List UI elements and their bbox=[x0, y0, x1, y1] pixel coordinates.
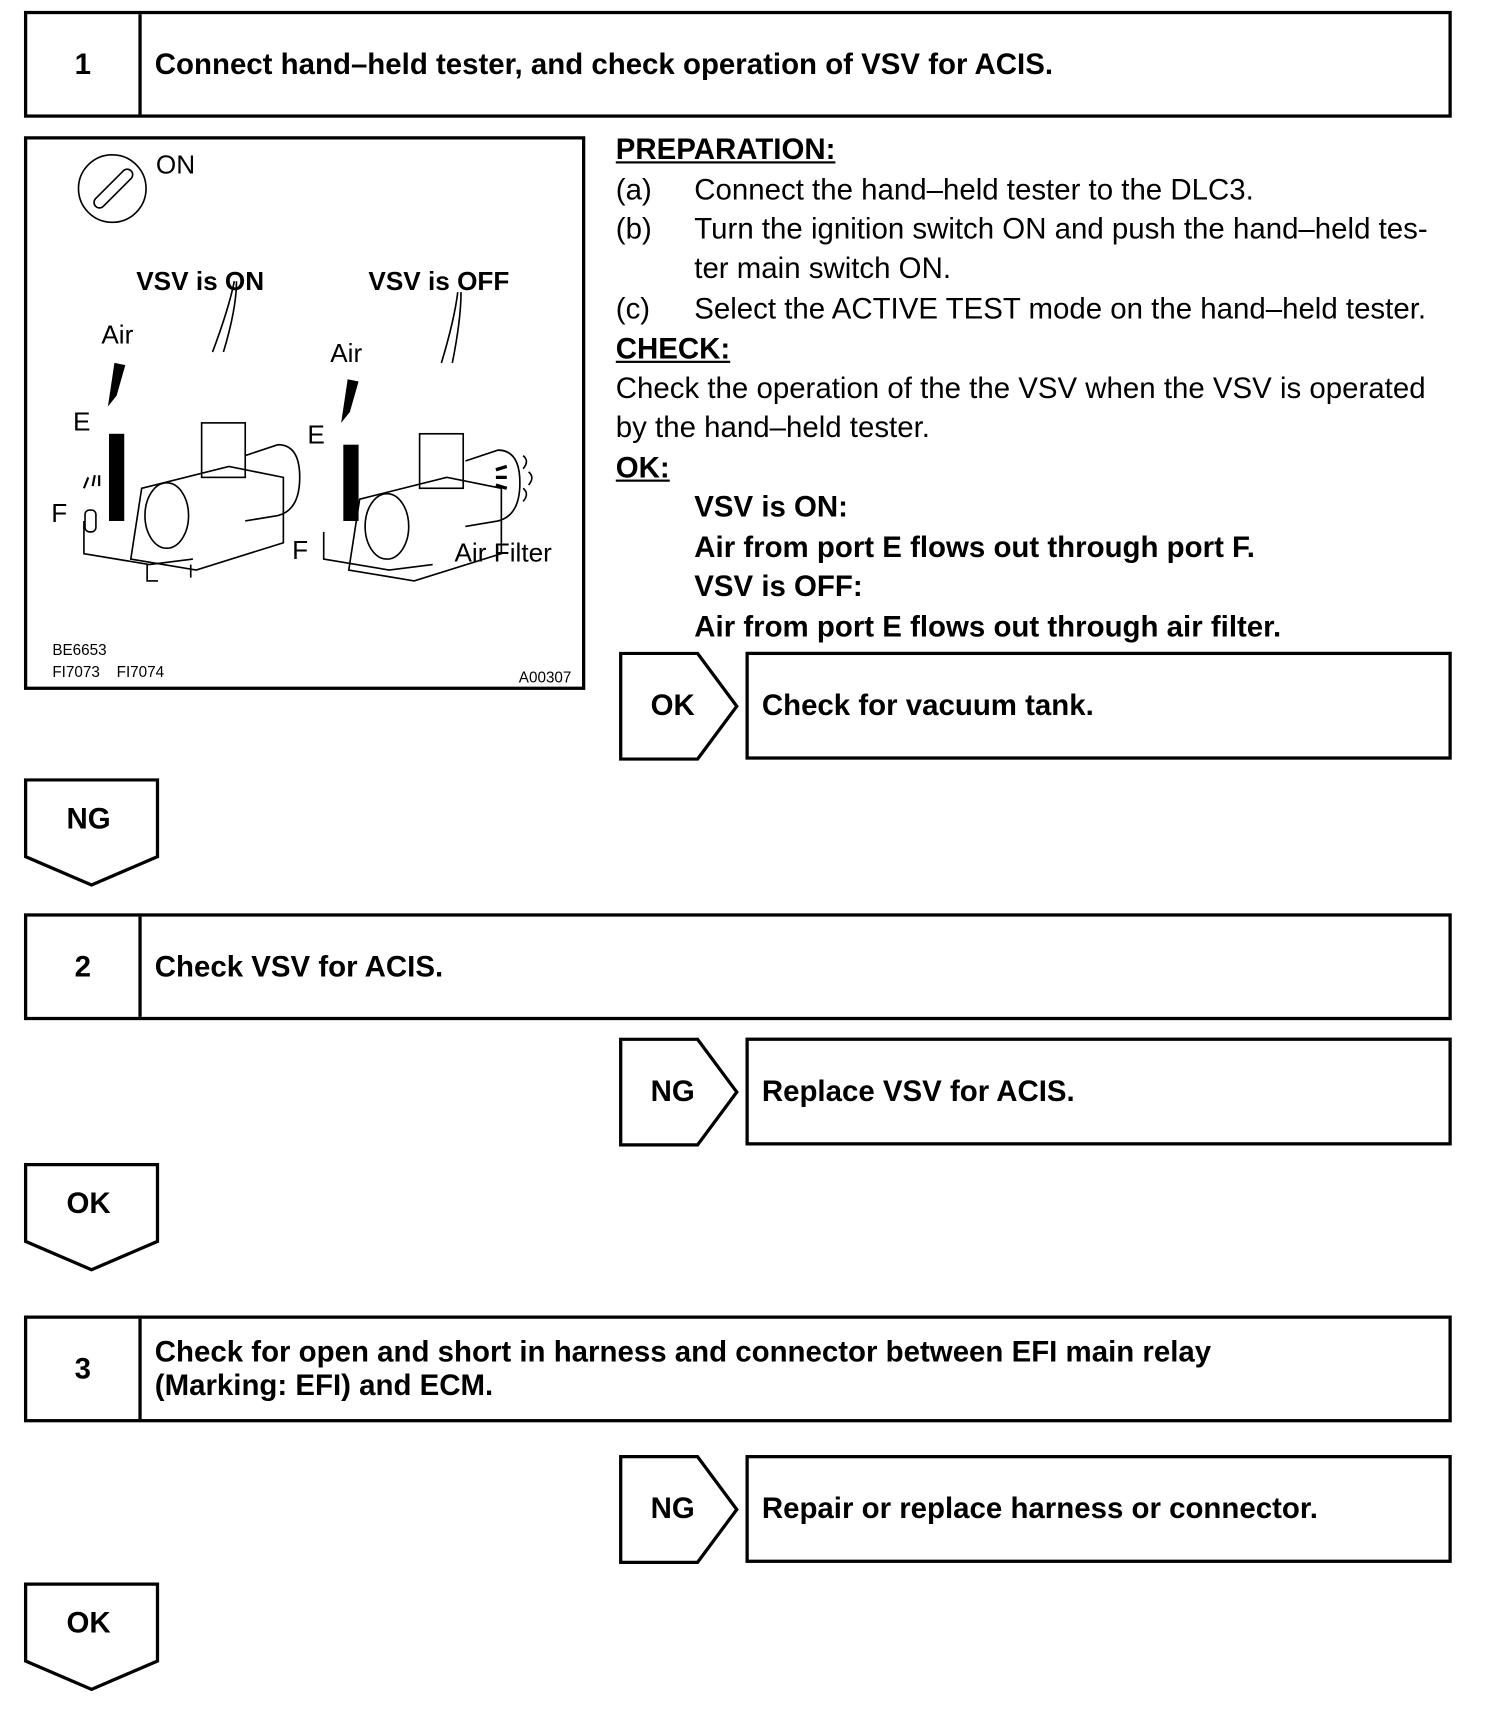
ok-heading: OK: bbox=[615, 451, 670, 484]
check-text: Check the operation of the the VSV when the VSV is operated bbox=[615, 371, 1426, 405]
ok-branch-arrow bbox=[618, 652, 740, 761]
ok-spec-line: Air from port E flows out through air filter. bbox=[694, 610, 1282, 644]
figure-id: A00307 bbox=[518, 668, 572, 686]
branch-label: NG bbox=[650, 1074, 695, 1108]
prep-item-b-cont: ter main switch ON. bbox=[694, 251, 952, 285]
vsv-off-label: VSV is OFF bbox=[368, 267, 510, 297]
branch-label: NG bbox=[650, 1492, 695, 1525]
branch-label: OK bbox=[66, 1606, 111, 1640]
ok-branch-arrow bbox=[23, 1163, 160, 1272]
air-filter-label: Air Filter bbox=[454, 538, 552, 568]
prep-mark-a: (a) bbox=[615, 173, 652, 206]
preparation-heading: PREPARATION: bbox=[615, 132, 836, 166]
check-text: by the hand–held tester. bbox=[615, 410, 930, 444]
ref-code: BE6653 bbox=[52, 640, 107, 659]
ng-branch-arrow bbox=[618, 1455, 740, 1564]
branch-label: OK bbox=[66, 1186, 111, 1220]
ok-result-box: Check for vacuum tank. bbox=[745, 652, 1451, 760]
ng-branch-arrow bbox=[618, 1038, 740, 1147]
branch-label: NG bbox=[66, 802, 111, 835]
check-heading: CHECK: bbox=[615, 332, 731, 366]
port-e-label-on: E bbox=[73, 407, 91, 438]
vsv-drawing bbox=[27, 140, 582, 687]
step-2-header bbox=[24, 913, 1452, 1020]
vsv-on-label: VSV is ON bbox=[136, 267, 265, 297]
ng-result-box: Replace VSV for ACIS. bbox=[745, 1038, 1451, 1146]
ignition-on-label: ON bbox=[155, 150, 196, 180]
step-title: Check VSV for ACIS. bbox=[154, 949, 444, 983]
port-f-label-on: F bbox=[51, 499, 68, 529]
prep-item-b: Turn the ignition switch ON and push the hand–held tes- bbox=[694, 212, 1428, 246]
step-title-line: (Marking: EFI) and ECM. bbox=[154, 1368, 494, 1402]
ignition-key-icon bbox=[78, 155, 146, 223]
step-title bbox=[142, 1319, 1449, 1419]
ng-branch-arrow bbox=[23, 778, 160, 887]
vsv-illustration bbox=[24, 136, 585, 690]
prep-mark-b: (b) bbox=[615, 212, 652, 246]
port-f-label-off: F bbox=[292, 536, 309, 566]
step-number: 3 bbox=[27, 1319, 141, 1419]
port-e-label-off: E bbox=[307, 420, 325, 451]
air-flow-arrow-icon bbox=[109, 434, 124, 521]
branch-label: OK bbox=[650, 688, 695, 722]
ok-spec-line: VSV is ON: bbox=[694, 490, 848, 524]
step-3-header bbox=[24, 1316, 1452, 1423]
step-number: 2 bbox=[27, 917, 141, 1017]
ok-spec-line: Air from port E flows out through port F. bbox=[694, 530, 1255, 564]
step-number: 1 bbox=[27, 14, 141, 114]
air-label-on: Air bbox=[101, 320, 134, 350]
ok-branch-arrow bbox=[23, 1583, 160, 1692]
prep-mark-c: (c) bbox=[615, 292, 651, 325]
step-title-line: Check for open and short in harness and connector between EFI main relay bbox=[154, 1335, 1212, 1368]
prep-item-c: Select the ACTIVE TEST mode on the hand–held tester. bbox=[694, 292, 1427, 325]
ng-result-box: Repair or replace harness or connector. bbox=[745, 1455, 1451, 1563]
ref-code: FI7074 bbox=[116, 662, 165, 681]
ok-spec-line: VSV is OFF: bbox=[694, 570, 863, 603]
ref-code: FI7073 bbox=[52, 662, 100, 681]
prep-item-a: Connect the hand–held tester to the DLC3. bbox=[694, 173, 1254, 206]
step-title: Connect hand–held tester, and check operation of VSV for ACIS. bbox=[154, 47, 1054, 81]
step-1-header bbox=[24, 11, 1452, 118]
air-label-off: Air bbox=[330, 338, 363, 369]
